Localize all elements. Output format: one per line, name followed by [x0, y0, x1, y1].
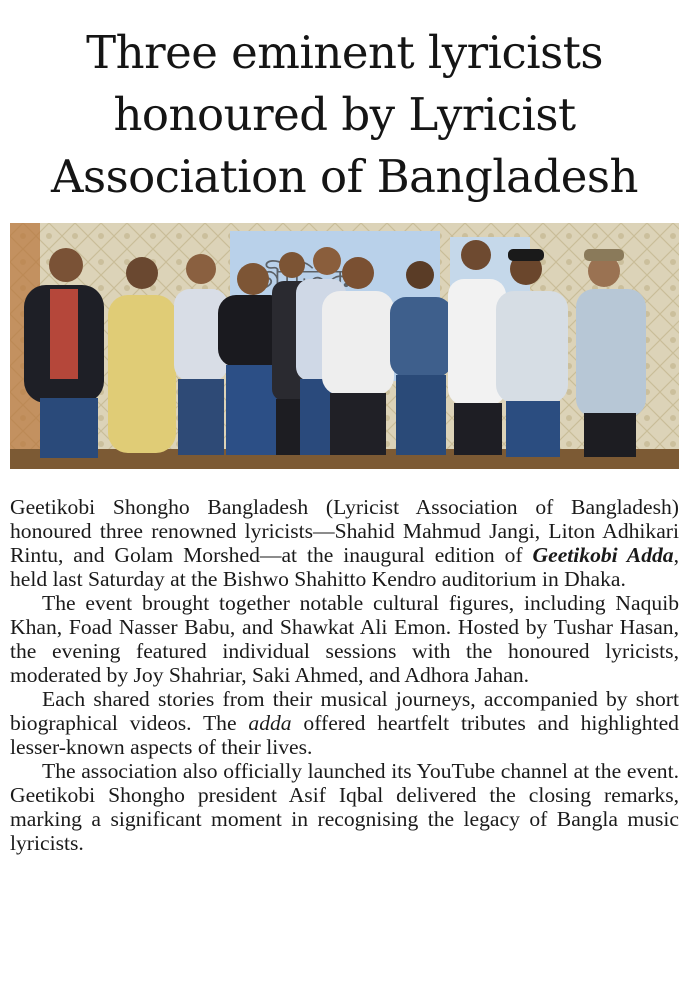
- article-paragraph-1: [10, 495, 679, 591]
- group-photo: [10, 223, 679, 469]
- headline-line-1: Three eminent lyricists: [86, 26, 603, 79]
- group-photo-image: [10, 223, 679, 469]
- article-paragraph-2: The event brought together notable cultural figures, including Naquib Khan, Foad Nasser Babu, and Shawkat Ali Emon. Hosted by Tushar Hasan, the evening featured individual sessions with the honoured lyricists, moderated by Joy Shahriar, Saki Ahmed, and Adhora Jahan.: [10, 591, 679, 687]
- headline: [0, 22, 689, 208]
- article-paragraph-1-text-end: , held last Saturday at the Bishwo Shahitto Kendro auditorium in Dhaka.: [10, 543, 679, 591]
- headline-line-3: Association of Bangladesh: [50, 150, 639, 203]
- article-body: [10, 495, 679, 855]
- article-paragraph-1-text: Geetikobi Shongho Bangladesh (Lyricist Association of Bangladesh) honoured three renowned lyricists—Shahid Mahmud Jangi, Liton Adhikari Rintu, and Golam Morshed—at the inaugural edition of: [10, 495, 679, 567]
- article-paragraph-4: The association also officially launched its YouTube channel at the event. Geetikobi Shongho president Asif Iqbal delivered the closing remarks, marking a significant moment in recognising the legacy of Bangla music lyricists.: [10, 759, 679, 855]
- headline-line-2: honoured by Lyricist: [113, 88, 576, 141]
- article-paragraph-3: [10, 687, 679, 759]
- article-paragraph-3-text: Each shared stories from their musical journeys, accompanied by short biographical videos. The: [10, 687, 679, 735]
- event-name-emphasis: Geetikobi Adda: [532, 543, 674, 567]
- adda-emphasis: adda: [248, 711, 292, 735]
- article-paragraph-3-text-end: offered heartfelt tributes and highlighted lesser-known aspects of their lives.: [10, 711, 679, 759]
